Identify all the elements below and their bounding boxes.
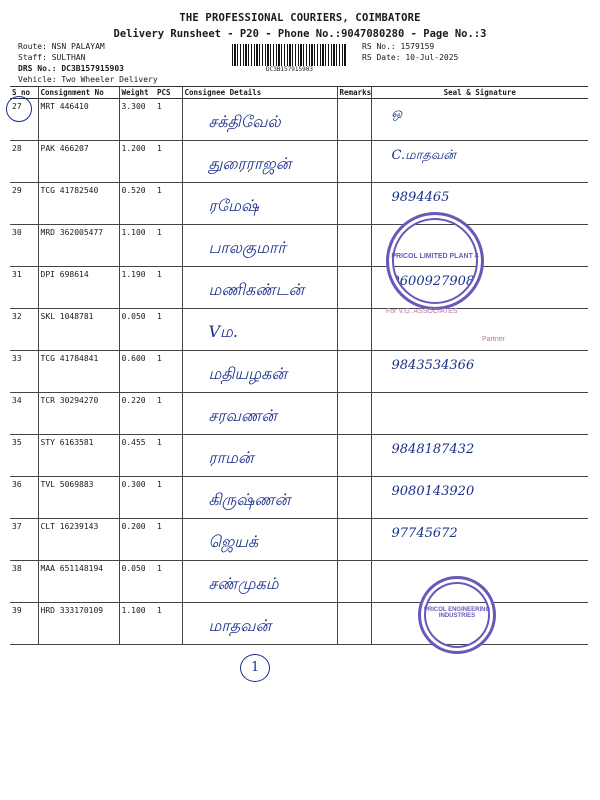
signature-handwriting: ஒ [391, 106, 403, 121]
row-weight: 0.050 [119, 561, 155, 603]
signature-handwriting: 9848187432 [391, 442, 475, 457]
row-pcs: 1 [155, 99, 182, 141]
table-row [10, 603, 588, 645]
row-weight: 3.300 [119, 99, 155, 141]
col-seal: Seal & Signature [371, 87, 588, 99]
signature-handwriting: 9080143920 [391, 484, 475, 499]
col-consignment: Consignment No [38, 87, 119, 99]
table-row [10, 309, 588, 351]
row-remarks [337, 183, 371, 225]
consignee-handwriting: ஜெயக் [208, 532, 259, 551]
partner-stamp: Partner [482, 336, 505, 343]
signature-handwriting: 9894465 [391, 190, 450, 205]
row-consignee [182, 225, 337, 267]
row-sno: 33 [10, 351, 38, 393]
consignee-handwriting: பாலகுமார் [208, 238, 286, 257]
signature-handwriting: 9600927908 [391, 274, 475, 289]
row-weight: 1.190 [119, 267, 155, 309]
row-sno: 28 [10, 141, 38, 183]
row-remarks [337, 309, 371, 351]
row-weight: 1.100 [119, 603, 155, 645]
row-consignment: STY 6163581 [38, 435, 119, 477]
row-signature [371, 393, 588, 435]
route-label: Route: NSN PALAYAM [18, 42, 105, 51]
row-weight: 1.200 [119, 141, 155, 183]
vehicle-label: Vehicle: Two Wheeler Delivery [18, 75, 158, 84]
row-consignment: TVL 5069883 [38, 477, 119, 519]
row-consignment: TCR 30294270 [38, 393, 119, 435]
row-weight: 0.050 [119, 309, 155, 351]
row-consignee [182, 477, 337, 519]
row-sno: 35 [10, 435, 38, 477]
row-consignment: PAK 466207 [38, 141, 119, 183]
row-sno: 36 [10, 477, 38, 519]
row-weight: 0.600 [119, 351, 155, 393]
table-row [10, 99, 588, 141]
row-signature [371, 351, 588, 393]
table-row [10, 225, 588, 267]
table-row [10, 141, 588, 183]
consignee-handwriting: ராமன் [208, 448, 254, 467]
consignee-handwriting: மாதவன் [208, 616, 271, 635]
barcode [232, 44, 347, 66]
consignee-handwriting: மதியழகன் [208, 364, 287, 383]
row-pcs: 1 [155, 141, 182, 183]
table-row [10, 393, 588, 435]
staff-label: Staff: SULTHAN [18, 53, 86, 62]
table-row [10, 435, 588, 477]
consignee-handwriting: கிருஷ்ணன் [208, 490, 291, 509]
barcode-text: DC3B157915903 [266, 66, 313, 73]
row-sno: 31 [10, 267, 38, 309]
signature-handwriting: 97745672 [391, 526, 458, 541]
row-sno: 34 [10, 393, 38, 435]
row-remarks [337, 435, 371, 477]
row-consignment: SKL 1048781 [38, 309, 119, 351]
row-consignee [182, 141, 337, 183]
row-consignment: MRT 446410 [38, 99, 119, 141]
row-consignee [182, 309, 337, 351]
rs-date: RS Date: 10-Jul-2025 [362, 53, 459, 62]
row-remarks [337, 561, 371, 603]
row-signature [371, 183, 588, 225]
row-pcs: 1 [155, 435, 182, 477]
row-pcs: 1 [155, 603, 182, 645]
row-sno: 39 [10, 603, 38, 645]
consignee-handwriting: ரமேஷ் [208, 196, 259, 215]
row-remarks [337, 393, 371, 435]
row-pcs: 1 [155, 225, 182, 267]
row-pcs: 1 [155, 183, 182, 225]
drs-label: DRS No.: DC3B157915903 [18, 64, 124, 73]
associates-stamp: For V.G. ASSOCIATES [386, 308, 458, 315]
runsheet-subtitle: Delivery Runsheet - P20 - Phone No.:9047080280 - Page No.:3 [113, 28, 487, 40]
row-pcs: 1 [155, 519, 182, 561]
row-weight: 0.200 [119, 519, 155, 561]
page-circle-mark: 1 [240, 654, 270, 682]
row-consignee [182, 351, 337, 393]
consignee-handwriting: மணிகண்டன் [208, 280, 305, 299]
row-consignment: CLT 16239143 [38, 519, 119, 561]
row-consignee [182, 435, 337, 477]
row-weight: 0.300 [119, 477, 155, 519]
row-consignee [182, 393, 337, 435]
runsheet-table [10, 86, 588, 645]
sno-circle-mark [6, 96, 32, 122]
row-signature [371, 519, 588, 561]
row-consignment: MAA 651148194 [38, 561, 119, 603]
row-signature [371, 477, 588, 519]
row-consignment: TCG 41784841 [38, 351, 119, 393]
consignee-handwriting: Vம. [208, 322, 239, 341]
table-row [10, 183, 588, 225]
table-header [10, 87, 588, 99]
consignee-handwriting: சண்முகம் [208, 574, 279, 593]
row-sno: 32 [10, 309, 38, 351]
row-remarks [337, 141, 371, 183]
row-consignee [182, 561, 337, 603]
row-weight: 1.100 [119, 225, 155, 267]
col-pcs: PCS [155, 87, 182, 99]
row-consignment: TCG 41782540 [38, 183, 119, 225]
row-consignee [182, 267, 337, 309]
table-row [10, 351, 588, 393]
consignee-handwriting: சக்திவேல் [208, 112, 281, 131]
consignee-handwriting: சரவணன் [208, 406, 277, 425]
table-row [10, 561, 588, 603]
col-remarks: Remarks [337, 87, 371, 99]
table-row [10, 519, 588, 561]
rs-number: RS No.: 1579159 [362, 42, 435, 51]
row-pcs: 1 [155, 477, 182, 519]
row-consignment: HRD 333170109 [38, 603, 119, 645]
col-sno: S no [10, 87, 38, 99]
signature-handwriting: C.மாதவன் [391, 148, 456, 163]
company-seal-stamp: PRICOL LIMITED PLANT 4 [386, 212, 484, 310]
col-weight: Weight [119, 87, 155, 99]
row-consignment: DPI 698614 [38, 267, 119, 309]
row-remarks [337, 99, 371, 141]
row-signature [371, 435, 588, 477]
signature-handwriting: 9843534366 [391, 358, 475, 373]
row-consignee [182, 99, 337, 141]
row-pcs: 1 [155, 393, 182, 435]
row-sno: 29 [10, 183, 38, 225]
row-sno: 37 [10, 519, 38, 561]
row-consignee [182, 519, 337, 561]
row-pcs: 1 [155, 267, 182, 309]
row-pcs: 1 [155, 351, 182, 393]
row-weight: 0.520 [119, 183, 155, 225]
row-signature [371, 99, 588, 141]
engineering-seal-stamp: PRICOL ENGINEERING INDUSTRIES [418, 576, 496, 654]
company-title: THE PROFESSIONAL COURIERS, COIMBATORE [179, 12, 421, 24]
table-row [10, 267, 588, 309]
row-sno: 27 [10, 99, 38, 141]
row-weight: 0.455 [119, 435, 155, 477]
col-consignee: Consignee Details [182, 87, 337, 99]
table-row [10, 477, 588, 519]
row-remarks [337, 519, 371, 561]
row-sno: 38 [10, 561, 38, 603]
row-remarks [337, 351, 371, 393]
row-signature [371, 141, 588, 183]
row-pcs: 1 [155, 309, 182, 351]
consignee-handwriting: துரைராஜன் [208, 154, 292, 173]
row-remarks [337, 603, 371, 645]
row-weight: 0.220 [119, 393, 155, 435]
row-remarks [337, 267, 371, 309]
row-consignee [182, 603, 337, 645]
row-consignee [182, 183, 337, 225]
row-pcs: 1 [155, 561, 182, 603]
row-consignment: MRD 362005477 [38, 225, 119, 267]
row-remarks [337, 477, 371, 519]
row-remarks [337, 225, 371, 267]
row-sno: 30 [10, 225, 38, 267]
